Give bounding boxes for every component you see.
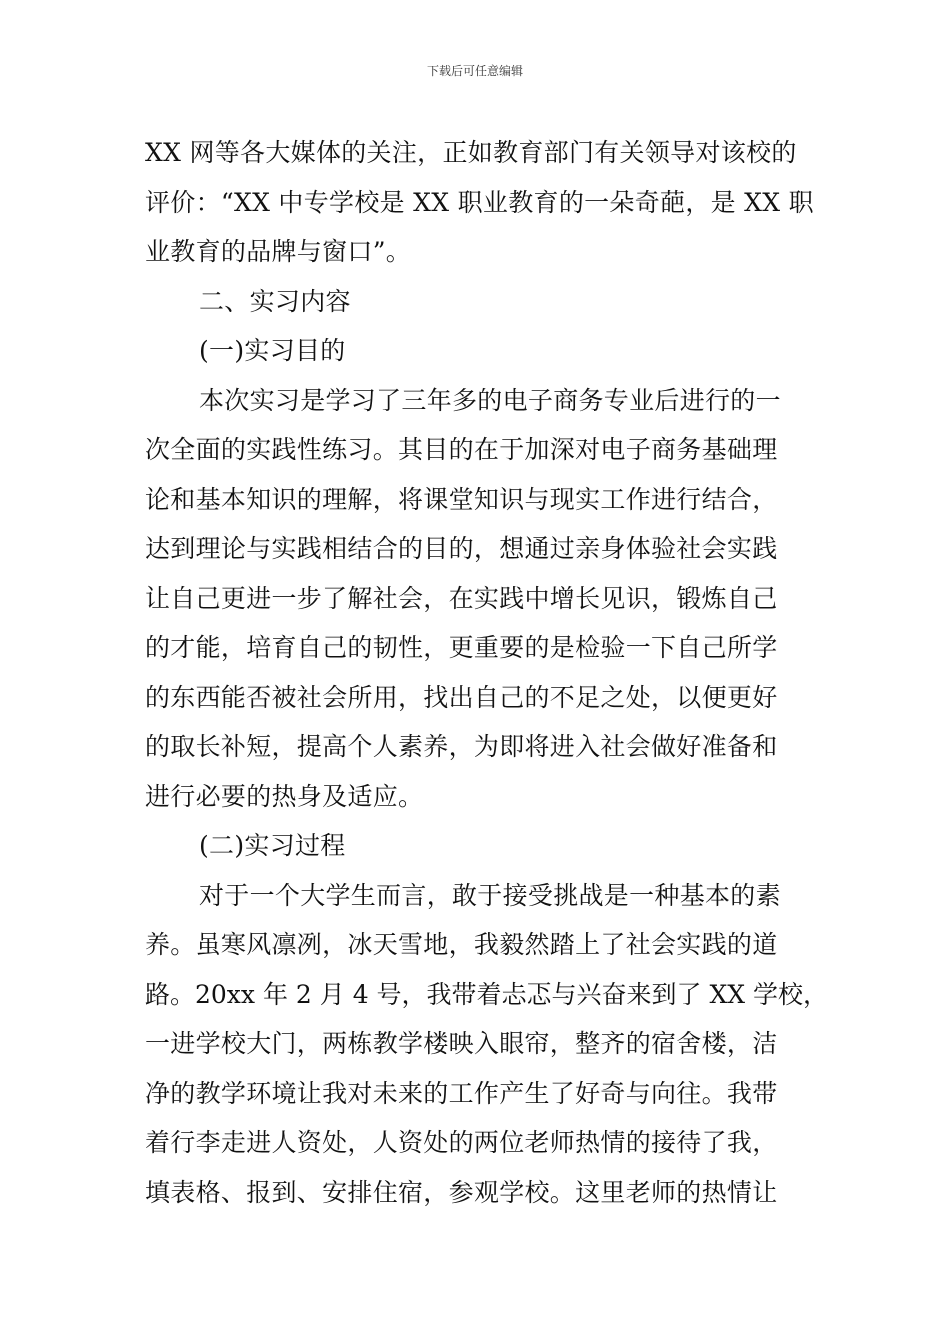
text-line: 的才能，培育自己的韧性，更重要的是检验一下自己所学 [145, 633, 778, 662]
document-body [145, 128, 829, 1217]
text-line: 评价：“XX 中专学校是 XX 职业教育的一朵奇葩，是 XX 职 [145, 187, 814, 217]
text-line: 进行必要的热身及适应。 [145, 781, 424, 811]
text-line: 一进学校大门，两栋教学楼映入眼帘，整齐的宿舍楼，洁 [145, 1029, 778, 1058]
page-header-note: 下载后可任意编辑 [426, 64, 523, 78]
text-line: 的取长补短，提高个人素养，为即将进入社会做好准备和 [145, 732, 778, 761]
text-line: 达到理论与实践相结合的目的，想通过亲身体验社会实践 [145, 534, 778, 563]
text-line: 养。虽寒风凛冽，冰天雪地，我毅然踏上了社会实践的道 [145, 930, 778, 959]
subsection-heading: (二)实习过程 [199, 831, 346, 860]
text-line: 次全面的实践性练习。其目的在于加深对电子商务基础理 [145, 435, 778, 464]
text-line: 对于一个大学生而言，敢于接受挑战是一种基本的素 [199, 880, 781, 910]
text-line: 本次实习是学习了三年多的电子商务专业后进行的一 [199, 385, 781, 415]
text-line: 净的教学环境让我对未来的工作产生了好奇与向往。我带 [145, 1078, 778, 1108]
text-line: 业教育的品牌与窗口”。 [145, 237, 412, 266]
text-line: 填表格、报到、安排住宿，参观学校。这里老师的热情让 [145, 1177, 778, 1207]
text-line: 着行李走进人资处，人资处的两位老师热情的接待了我， [145, 1128, 778, 1157]
text-line: 论和基本知识的理解，将课堂知识与现实工作进行结合， [145, 484, 778, 514]
text-line: 的东西能否被社会所用，找出自己的不足之处，以便更好 [145, 682, 778, 712]
text-line: XX 网等各大媒体的关注，正如教育部门有关领导对该校的 [145, 138, 797, 167]
text-line: 让自己更进一步了解社会，在实践中增长见识，锻炼自己 [145, 583, 778, 613]
section-heading: 二、实习内容 [199, 286, 351, 316]
text-line: 路。20xx 年 2 月 4 号，我带着忐忑与兴奋来到了 XX 学校， [145, 979, 829, 1009]
subsection-heading: (一)实习目的 [199, 336, 346, 365]
